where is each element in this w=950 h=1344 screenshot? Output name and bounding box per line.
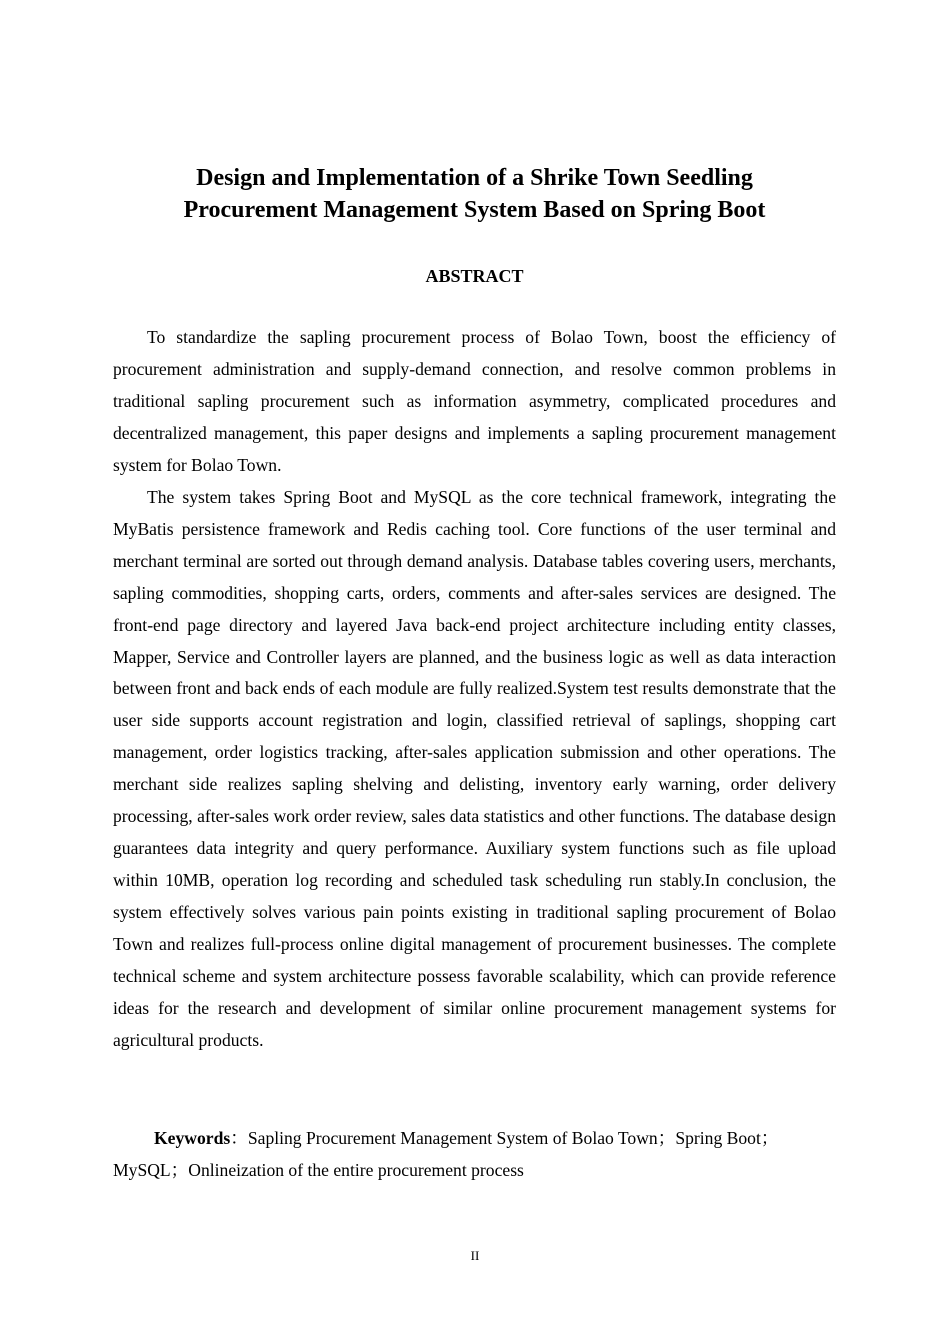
abstract-heading: ABSTRACT (425, 266, 524, 286)
abstract-paragraph-1: To standardize the sapling procurement process of Bolao Town, boost the efficiency of procurement administration and supply-demand connection, and resolve common problems in traditional sapling procurement such as information asymmetry, complicated procedures and decentralized management, this paper designs and implements a sapling procurement management system for Bolao Town. (113, 327, 836, 475)
page-number: II (470, 1248, 480, 1263)
keywords-list: Sapling Procurement Management System of Bolao Town；Spring Boot；MySQL；Onlineization of the entire procurement process (113, 1128, 779, 1180)
keywords-label: Keywords (154, 1128, 231, 1148)
paper-title-line-1: Design and Implementation of a Shrike Town Seedling (196, 165, 753, 191)
abstract-body (113, 322, 836, 1057)
keywords-separator: ： (230, 1128, 248, 1148)
abstract-paragraph-2: The system takes Spring Boot and MySQL as the core technical framework, integrating the MyBatis persistence framework and Redis caching tool. Core functions of the user terminal and merchant terminal are sorted out through demand analysis. Database tables covering users, merchants, sapling commodities, shopping carts, orders, comments and after-sales services are designed. The front-end page directory and layered Java back-end project architecture including entity classes, Mapper, Service and Controller layers are planned, and the business logic as well as data interaction between front and back ends of each module are fully realized.System test results demonstrate that the user side supports account registration and login, classified retrieval of saplings, shopping cart management, order logistics tracking, after-sales application submission and other operations. The merchant side realizes sapling shelving and delisting, inventory early warning, order delivery processing, after-sales work order review, sales data statistics and other functions. The database design guarantees data integrity and query performance. Auxiliary system functions such as file upload within 10MB, operation log recording and scheduled task scheduling run stably.In conclusion, the system effectively solves various pain points existing in traditional sapling procurement of Bolao Town and realizes full-process online digital management of procurement businesses. The complete technical scheme and system architecture possess favorable scalability, which can provide reference ideas for the research and development of similar online procurement management systems for agricultural products. (113, 486, 836, 1050)
keywords-line (113, 1122, 836, 1186)
paper-title (113, 162, 836, 226)
paper-title-line-2: Procurement Management System Based on Spring Boot (183, 197, 766, 223)
